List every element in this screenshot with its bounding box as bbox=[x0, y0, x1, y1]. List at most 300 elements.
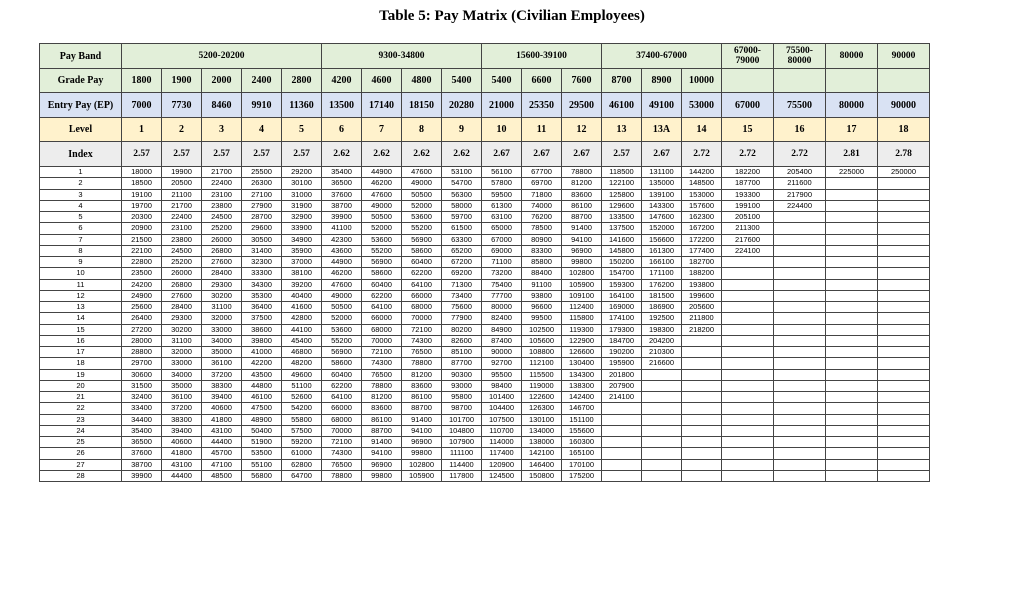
table-row bbox=[40, 347, 930, 358]
pay-cell: 21700 bbox=[162, 200, 202, 211]
table-row bbox=[40, 358, 930, 369]
pay-cell: 74300 bbox=[402, 335, 442, 346]
pay-cell: 211300 bbox=[722, 223, 774, 234]
pay-cell bbox=[722, 302, 774, 313]
pay-cell: 23800 bbox=[202, 200, 242, 211]
pay-cell: 21100 bbox=[162, 189, 202, 200]
pay-cell: 162300 bbox=[682, 212, 722, 223]
index-number-cell: 22 bbox=[40, 403, 122, 414]
index-number-cell: 28 bbox=[40, 470, 122, 481]
pay-cell: 218200 bbox=[682, 324, 722, 335]
pay-cell: 60400 bbox=[322, 369, 362, 380]
pay-cell: 42200 bbox=[242, 358, 282, 369]
grade-pay-cell: 5400 bbox=[442, 69, 482, 93]
entry-pay-cell: 18150 bbox=[402, 93, 442, 118]
index-cell: 2.57 bbox=[242, 142, 282, 167]
pay-cell: 129600 bbox=[602, 200, 642, 211]
pay-cell bbox=[878, 268, 930, 279]
pay-cell: 195900 bbox=[602, 358, 642, 369]
pay-cell bbox=[826, 178, 878, 189]
grade-pay-cell: 5400 bbox=[482, 69, 522, 93]
pay-cell: 74000 bbox=[522, 200, 562, 211]
pay-cell bbox=[722, 268, 774, 279]
pay-cell: 88700 bbox=[562, 212, 602, 223]
pay-cell: 21500 bbox=[122, 234, 162, 245]
pay-cell: 147600 bbox=[642, 212, 682, 223]
pay-cell: 23100 bbox=[202, 189, 242, 200]
pay-cell: 22100 bbox=[122, 245, 162, 256]
table-row bbox=[40, 167, 930, 178]
pay-cell: 38700 bbox=[322, 200, 362, 211]
pay-cell: 166100 bbox=[642, 257, 682, 268]
pay-cell: 150800 bbox=[522, 470, 562, 481]
pay-cell: 83600 bbox=[362, 403, 402, 414]
entry-pay-cell: 75500 bbox=[774, 93, 826, 118]
pay-cell: 138000 bbox=[522, 437, 562, 448]
index-number-cell: 5 bbox=[40, 212, 122, 223]
pay-cell bbox=[878, 392, 930, 403]
pay-cell bbox=[722, 414, 774, 425]
table-row bbox=[40, 223, 930, 234]
index-cell: 2.62 bbox=[322, 142, 362, 167]
pay-cell: 49000 bbox=[362, 200, 402, 211]
pay-cell: 184700 bbox=[602, 335, 642, 346]
pay-cell: 69200 bbox=[442, 268, 482, 279]
pay-cell: 83600 bbox=[402, 380, 442, 391]
pay-cell: 76200 bbox=[522, 212, 562, 223]
pay-cell: 20300 bbox=[122, 212, 162, 223]
pay-cell bbox=[878, 425, 930, 436]
pay-cell: 77700 bbox=[482, 290, 522, 301]
pay-cell: 60400 bbox=[362, 279, 402, 290]
grade-pay-cell bbox=[878, 69, 930, 93]
pay-cell: 51100 bbox=[282, 380, 322, 391]
pay-cell: 44900 bbox=[322, 257, 362, 268]
pay-cell bbox=[774, 403, 826, 414]
pay-cell bbox=[878, 459, 930, 470]
pay-cell: 44100 bbox=[282, 324, 322, 335]
pay-cell: 198300 bbox=[642, 324, 682, 335]
pay-cell: 73200 bbox=[482, 268, 522, 279]
pay-cell bbox=[878, 257, 930, 268]
pay-cell: 41800 bbox=[162, 448, 202, 459]
pay-cell: 47500 bbox=[242, 403, 282, 414]
pay-cell bbox=[682, 425, 722, 436]
pay-cell: 225000 bbox=[826, 167, 878, 178]
pay-cell: 96600 bbox=[522, 302, 562, 313]
pay-band-text: 37400-67000 bbox=[636, 51, 687, 61]
pay-cell: 35000 bbox=[202, 347, 242, 358]
pay-cell: 35300 bbox=[242, 290, 282, 301]
pay-cell bbox=[774, 324, 826, 335]
table-row bbox=[40, 380, 930, 391]
pay-cell: 83600 bbox=[562, 189, 602, 200]
pay-cell: 22800 bbox=[122, 257, 162, 268]
pay-cell bbox=[722, 257, 774, 268]
pay-cell bbox=[826, 189, 878, 200]
pay-cell: 24200 bbox=[122, 279, 162, 290]
entry-pay-cell: 7000 bbox=[122, 93, 162, 118]
pay-cell: 63100 bbox=[482, 212, 522, 223]
pay-band-cell bbox=[722, 44, 774, 69]
pay-cell: 47600 bbox=[322, 279, 362, 290]
pay-cell: 38700 bbox=[122, 459, 162, 470]
pay-cell bbox=[602, 459, 642, 470]
pay-cell: 28000 bbox=[122, 335, 162, 346]
level-cell: 3 bbox=[202, 118, 242, 142]
pay-cell: 56900 bbox=[362, 257, 402, 268]
index-number-cell: 25 bbox=[40, 437, 122, 448]
pay-cell: 109100 bbox=[562, 290, 602, 301]
table-row bbox=[40, 200, 930, 211]
level-label: Level bbox=[40, 118, 122, 142]
pay-cell: 90300 bbox=[442, 369, 482, 380]
pay-cell bbox=[878, 470, 930, 481]
pay-cell: 142100 bbox=[522, 448, 562, 459]
index-number-cell: 6 bbox=[40, 223, 122, 234]
pay-cell: 40400 bbox=[282, 290, 322, 301]
pay-cell: 31500 bbox=[122, 380, 162, 391]
pay-cell bbox=[774, 369, 826, 380]
pay-cell bbox=[682, 437, 722, 448]
table-row bbox=[40, 279, 930, 290]
pay-cell: 80900 bbox=[522, 234, 562, 245]
pay-cell bbox=[774, 414, 826, 425]
pay-cell: 40600 bbox=[162, 437, 202, 448]
pay-cell bbox=[682, 448, 722, 459]
pay-cell bbox=[878, 313, 930, 324]
index-cell: 2.67 bbox=[482, 142, 522, 167]
pay-cell: 176200 bbox=[642, 279, 682, 290]
pay-cell: 58600 bbox=[402, 245, 442, 256]
index-number-cell: 24 bbox=[40, 425, 122, 436]
index-cell: 2.57 bbox=[122, 142, 162, 167]
pay-cell: 62200 bbox=[362, 290, 402, 301]
pay-cell bbox=[774, 313, 826, 324]
pay-cell: 39200 bbox=[282, 279, 322, 290]
pay-cell: 45700 bbox=[202, 448, 242, 459]
pay-cell: 250000 bbox=[878, 167, 930, 178]
pay-cell bbox=[602, 403, 642, 414]
pay-cell bbox=[878, 369, 930, 380]
pay-cell: 67000 bbox=[482, 234, 522, 245]
pay-cell: 41000 bbox=[242, 347, 282, 358]
pay-cell: 186900 bbox=[642, 302, 682, 313]
pay-cell: 49000 bbox=[402, 178, 442, 189]
pay-cell: 86100 bbox=[402, 392, 442, 403]
pay-matrix-table bbox=[39, 43, 930, 482]
pay-cell: 104800 bbox=[442, 425, 482, 436]
pay-band-label: Pay Band bbox=[40, 44, 122, 69]
pay-cell: 53600 bbox=[322, 324, 362, 335]
pay-cell: 29600 bbox=[242, 223, 282, 234]
pay-cell: 39800 bbox=[242, 335, 282, 346]
pay-cell: 146400 bbox=[522, 459, 562, 470]
pay-cell: 153000 bbox=[682, 189, 722, 200]
pay-cell: 216600 bbox=[642, 358, 682, 369]
pay-cell: 98700 bbox=[442, 403, 482, 414]
index-number-cell: 26 bbox=[40, 448, 122, 459]
pay-cell: 93000 bbox=[442, 380, 482, 391]
pay-cell: 115500 bbox=[522, 369, 562, 380]
pay-cell: 102800 bbox=[562, 268, 602, 279]
pay-cell: 105600 bbox=[522, 335, 562, 346]
pay-cell: 80200 bbox=[442, 324, 482, 335]
index-cell: 2.67 bbox=[562, 142, 602, 167]
pay-cell: 70000 bbox=[362, 335, 402, 346]
pay-cell: 55800 bbox=[282, 414, 322, 425]
pay-cell: 27200 bbox=[122, 324, 162, 335]
pay-cell: 58000 bbox=[442, 200, 482, 211]
pay-cell bbox=[878, 178, 930, 189]
pay-band-cell bbox=[774, 44, 826, 69]
pay-cell: 32300 bbox=[242, 257, 282, 268]
entry-pay-cell: 90000 bbox=[878, 93, 930, 118]
entry-pay-cell: 8460 bbox=[202, 93, 242, 118]
pay-cell: 31100 bbox=[202, 302, 242, 313]
pay-band-text: 80000 bbox=[839, 51, 864, 61]
pay-cell bbox=[826, 448, 878, 459]
pay-cell: 29200 bbox=[282, 167, 322, 178]
table-row bbox=[40, 268, 930, 279]
pay-cell bbox=[774, 437, 826, 448]
index-number-cell: 20 bbox=[40, 380, 122, 391]
pay-cell: 211800 bbox=[682, 313, 722, 324]
pay-cell: 182700 bbox=[682, 257, 722, 268]
pay-cell: 40600 bbox=[202, 403, 242, 414]
pay-cell: 27900 bbox=[242, 200, 282, 211]
pay-cell: 43100 bbox=[202, 425, 242, 436]
entry-pay-cell: 9910 bbox=[242, 93, 282, 118]
table-row bbox=[40, 302, 930, 313]
pay-cell: 46200 bbox=[322, 268, 362, 279]
index-cell: 2.62 bbox=[442, 142, 482, 167]
entry-pay-cell: 11360 bbox=[282, 93, 322, 118]
pay-cell: 59200 bbox=[282, 437, 322, 448]
pay-cell: 43100 bbox=[162, 459, 202, 470]
pay-cell bbox=[642, 459, 682, 470]
pay-cell: 58600 bbox=[362, 268, 402, 279]
pay-cell bbox=[774, 279, 826, 290]
pay-cell: 143300 bbox=[642, 200, 682, 211]
pay-cell bbox=[642, 425, 682, 436]
pay-cell: 57800 bbox=[482, 178, 522, 189]
pay-cell bbox=[602, 470, 642, 481]
pay-cell: 36500 bbox=[322, 178, 362, 189]
index-number-cell: 10 bbox=[40, 268, 122, 279]
pay-cell bbox=[642, 392, 682, 403]
table-row bbox=[40, 392, 930, 403]
table-row bbox=[40, 448, 930, 459]
pay-cell: 42300 bbox=[322, 234, 362, 245]
pay-cell bbox=[774, 223, 826, 234]
pay-cell: 72100 bbox=[322, 437, 362, 448]
pay-band-text: 9300-34800 bbox=[378, 51, 425, 61]
pay-cell: 36400 bbox=[242, 302, 282, 313]
pay-cell: 54200 bbox=[282, 403, 322, 414]
pay-cell bbox=[826, 257, 878, 268]
table-row bbox=[40, 189, 930, 200]
pay-cell: 126600 bbox=[562, 347, 602, 358]
pay-cell: 18000 bbox=[122, 167, 162, 178]
pay-cell: 99800 bbox=[402, 448, 442, 459]
grade-pay-cell: 7600 bbox=[562, 69, 602, 93]
pay-cell: 130100 bbox=[522, 414, 562, 425]
pay-cell: 26800 bbox=[162, 279, 202, 290]
pay-cell bbox=[878, 302, 930, 313]
pay-cell: 53600 bbox=[402, 212, 442, 223]
pay-cell: 119300 bbox=[562, 324, 602, 335]
pay-cell: 47100 bbox=[202, 459, 242, 470]
pay-cell: 107900 bbox=[442, 437, 482, 448]
pay-cell: 70000 bbox=[322, 425, 362, 436]
pay-cell: 50400 bbox=[242, 425, 282, 436]
pay-cell: 55200 bbox=[322, 335, 362, 346]
pay-cell: 51900 bbox=[242, 437, 282, 448]
entry-pay-label: Entry Pay (EP) bbox=[40, 93, 122, 118]
pay-cell: 66000 bbox=[402, 290, 442, 301]
pay-band-cell bbox=[482, 44, 602, 69]
pay-cell: 204200 bbox=[642, 335, 682, 346]
pay-cell: 37600 bbox=[122, 448, 162, 459]
pay-cell: 139100 bbox=[642, 189, 682, 200]
pay-cell: 72100 bbox=[362, 347, 402, 358]
level-cell: 7 bbox=[362, 118, 402, 142]
pay-cell: 78800 bbox=[402, 358, 442, 369]
pay-cell: 20500 bbox=[162, 178, 202, 189]
entry-pay-row bbox=[40, 93, 930, 118]
pay-cell: 53100 bbox=[442, 167, 482, 178]
pay-cell: 64700 bbox=[282, 470, 322, 481]
pay-cell: 81200 bbox=[562, 178, 602, 189]
entry-pay-cell: 46100 bbox=[602, 93, 642, 118]
pay-cell: 58600 bbox=[322, 358, 362, 369]
grade-pay-cell: 4200 bbox=[322, 69, 362, 93]
pay-cell: 205100 bbox=[722, 212, 774, 223]
pay-cell: 131100 bbox=[642, 167, 682, 178]
pay-cell bbox=[878, 358, 930, 369]
pay-cell: 146700 bbox=[562, 403, 602, 414]
pay-band-text: 15600-39100 bbox=[516, 51, 567, 61]
pay-cell: 36100 bbox=[162, 392, 202, 403]
pay-cell: 34900 bbox=[282, 234, 322, 245]
index-cell: 2.67 bbox=[522, 142, 562, 167]
pay-cell: 38100 bbox=[282, 268, 322, 279]
pay-cell: 46800 bbox=[282, 347, 322, 358]
pay-cell: 34000 bbox=[202, 335, 242, 346]
pay-band-cell bbox=[322, 44, 482, 69]
pay-cell: 119000 bbox=[522, 380, 562, 391]
entry-pay-cell: 21000 bbox=[482, 93, 522, 118]
index-number-cell: 4 bbox=[40, 200, 122, 211]
pay-cell: 137500 bbox=[602, 223, 642, 234]
pay-cell: 96900 bbox=[402, 437, 442, 448]
pay-cell: 61500 bbox=[442, 223, 482, 234]
pay-cell bbox=[722, 290, 774, 301]
pay-cell: 101400 bbox=[482, 392, 522, 403]
pay-cell bbox=[826, 470, 878, 481]
pay-cell: 192500 bbox=[642, 313, 682, 324]
pay-cell: 33400 bbox=[122, 403, 162, 414]
pay-cell: 82400 bbox=[482, 313, 522, 324]
index-cell: 2.62 bbox=[362, 142, 402, 167]
pay-cell: 179300 bbox=[602, 324, 642, 335]
pay-cell: 37000 bbox=[282, 257, 322, 268]
index-cell: 2.57 bbox=[282, 142, 322, 167]
pay-cell: 84900 bbox=[482, 324, 522, 335]
pay-cell bbox=[774, 448, 826, 459]
index-number-cell: 1 bbox=[40, 167, 122, 178]
pay-cell: 71300 bbox=[442, 279, 482, 290]
grade-pay-cell: 2400 bbox=[242, 69, 282, 93]
pay-cell: 77900 bbox=[442, 313, 482, 324]
pay-cell bbox=[642, 369, 682, 380]
pay-cell: 20900 bbox=[122, 223, 162, 234]
pay-cell: 32900 bbox=[282, 212, 322, 223]
pay-cell bbox=[682, 335, 722, 346]
pay-cell: 76500 bbox=[322, 459, 362, 470]
pay-cell: 36500 bbox=[122, 437, 162, 448]
pay-cell: 169000 bbox=[602, 302, 642, 313]
pay-cell: 21700 bbox=[202, 167, 242, 178]
index-cell: 2.72 bbox=[682, 142, 722, 167]
pay-cell: 68000 bbox=[402, 302, 442, 313]
pay-cell: 28400 bbox=[162, 302, 202, 313]
pay-cell: 122600 bbox=[522, 392, 562, 403]
entry-pay-cell: 29500 bbox=[562, 93, 602, 118]
pay-cell bbox=[722, 403, 774, 414]
pay-cell: 138300 bbox=[562, 380, 602, 391]
pay-cell: 56800 bbox=[242, 470, 282, 481]
pay-cell: 94100 bbox=[362, 448, 402, 459]
pay-cell: 30100 bbox=[282, 178, 322, 189]
entry-pay-cell: 80000 bbox=[826, 93, 878, 118]
pay-cell: 88700 bbox=[362, 425, 402, 436]
pay-cell: 55200 bbox=[402, 223, 442, 234]
pay-cell: 42800 bbox=[282, 313, 322, 324]
pay-cell: 47600 bbox=[402, 167, 442, 178]
pay-cell: 165100 bbox=[562, 448, 602, 459]
pay-cell: 114400 bbox=[442, 459, 482, 470]
entry-pay-cell: 67000 bbox=[722, 93, 774, 118]
pay-cell: 78800 bbox=[562, 167, 602, 178]
pay-cell: 31000 bbox=[282, 189, 322, 200]
pay-cell bbox=[826, 392, 878, 403]
pay-cell bbox=[826, 302, 878, 313]
pay-cell: 150200 bbox=[602, 257, 642, 268]
pay-cell: 95800 bbox=[442, 392, 482, 403]
table-row bbox=[40, 425, 930, 436]
pay-cell: 33900 bbox=[282, 223, 322, 234]
pay-cell bbox=[682, 403, 722, 414]
pay-cell: 70000 bbox=[402, 313, 442, 324]
pay-cell: 19100 bbox=[122, 189, 162, 200]
pay-cell bbox=[826, 403, 878, 414]
pay-cell: 105900 bbox=[402, 470, 442, 481]
pay-cell bbox=[774, 358, 826, 369]
pay-cell: 87700 bbox=[442, 358, 482, 369]
index-number-cell: 18 bbox=[40, 358, 122, 369]
pay-cell: 114000 bbox=[482, 437, 522, 448]
pay-cell: 75400 bbox=[482, 279, 522, 290]
index-label: Index bbox=[40, 142, 122, 167]
pay-cell: 193800 bbox=[682, 279, 722, 290]
pay-cell: 30500 bbox=[242, 234, 282, 245]
pay-cell: 30200 bbox=[202, 290, 242, 301]
pay-cell: 61300 bbox=[482, 200, 522, 211]
pay-cell: 60400 bbox=[402, 257, 442, 268]
pay-cell: 18500 bbox=[122, 178, 162, 189]
